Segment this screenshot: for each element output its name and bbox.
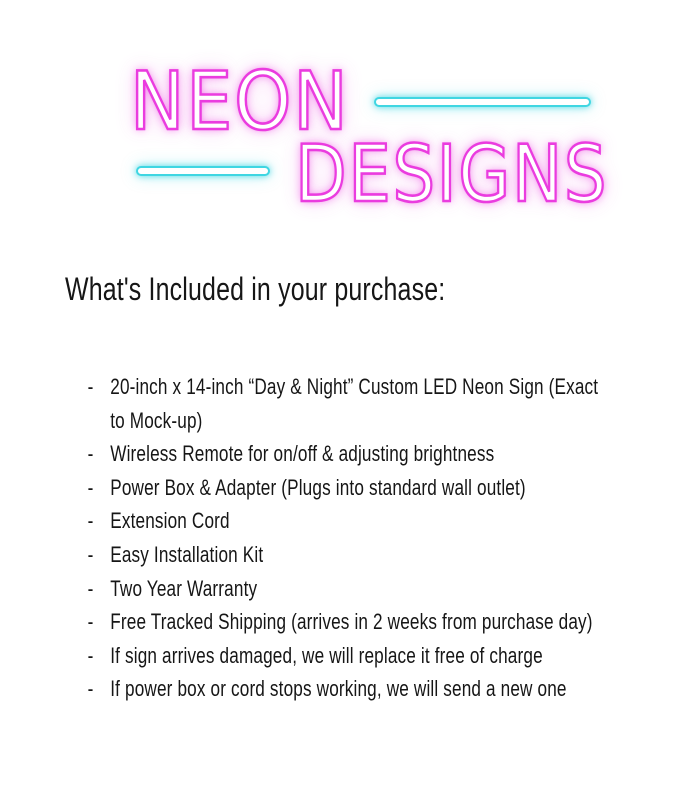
- list-item: [65, 538, 658, 572]
- bullet-dash: -: [87, 609, 94, 635]
- list-item: [65, 672, 658, 706]
- neon-designs-logo: [0, 0, 693, 240]
- included-list: [65, 370, 658, 706]
- list-item: [65, 639, 658, 673]
- list-item: [65, 572, 658, 606]
- page-title: What's Included in your purchase:: [65, 271, 446, 307]
- list-item: [65, 370, 658, 404]
- cyan-tube-line-top: [374, 97, 591, 107]
- list-item-text: Free Tracked Shipping (arrives in 2 weeks from purchase day): [110, 609, 593, 635]
- list-item-text: If power box or cord stops working, we will send a new one: [110, 676, 567, 702]
- list-item: [65, 605, 658, 639]
- bullet-dash: -: [87, 642, 94, 668]
- list-item-text: to Mock-up): [110, 407, 203, 433]
- bullet-dash: -: [87, 508, 94, 534]
- bullet-dash: -: [87, 374, 94, 399]
- bullet-dash: -: [87, 676, 94, 702]
- cyan-tube-line-bottom: [136, 166, 270, 176]
- bullet-dash: -: [87, 575, 94, 601]
- list-item: [65, 471, 658, 505]
- list-item: [65, 504, 658, 538]
- list-item-text: Power Box & Adapter (Plugs into standard wall outlet): [110, 474, 526, 500]
- bullet-dash: -: [87, 541, 94, 567]
- logo-word-designs: DESIGNS: [295, 130, 609, 220]
- bullet-dash: -: [87, 441, 94, 467]
- list-item-text: Wireless Remote for on/off & adjusting brightness: [110, 441, 495, 467]
- list-item: [65, 437, 658, 471]
- list-item-text: Two Year Warranty: [110, 575, 258, 601]
- list-item-text: Easy Installation Kit: [110, 541, 264, 567]
- list-item-continuation: [65, 404, 658, 438]
- bullet-dash: -: [87, 474, 94, 500]
- logo-word-neon: NEON: [130, 55, 350, 148]
- list-item-text: If sign arrives damaged, we will replace it free of charge: [110, 642, 543, 668]
- list-item-text: 20-inch x 14-inch “Day & Night” Custom LED Neon Sign (Exact: [110, 374, 599, 399]
- list-item-text: Extension Cord: [110, 508, 230, 534]
